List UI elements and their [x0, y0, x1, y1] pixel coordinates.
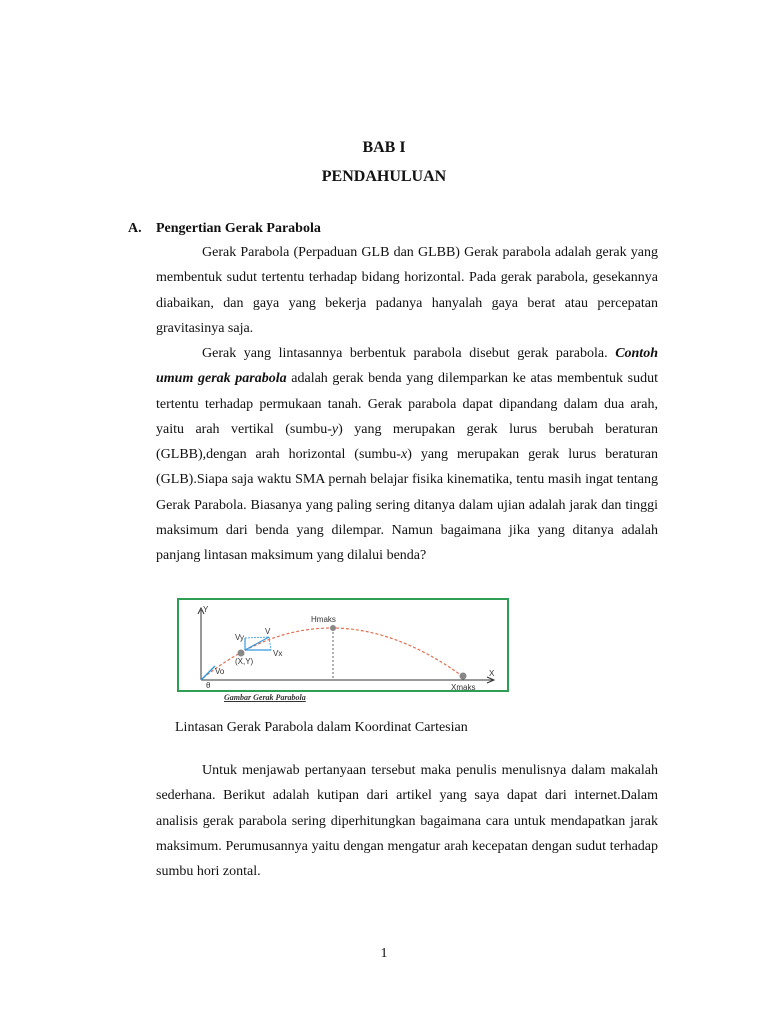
- point-label: (X,Y): [235, 657, 254, 666]
- x-axis-label: X: [489, 669, 495, 678]
- section-letter: A.: [128, 221, 142, 236]
- section-heading: [128, 221, 321, 237]
- vy-label: Vy: [235, 633, 245, 642]
- v-vector: [245, 637, 269, 650]
- figure-caption: Lintasan Gerak Parabola dalam Koordinat Cartesian: [175, 720, 468, 735]
- paragraph-example-part3: ) yang merupakan gerak lurus beraturan (GLB).Siapa saja waktu SMA pernah belajar fisika kinematika, tentu masih ingat tentang Gerak Parabola. Biasanya yang paling sering ditanya dalam ujian adalah jarak dan tinggi maksimum dari benda yang dilempar. Namun bagaimana jika yang ditanya adalah panjang lintasan maksimum yang dilalui benda?: [156, 447, 659, 564]
- paragraph-definition-text: Gerak Parabola (Perpaduan GLB dan GLBB) Gerak parabola adalah gerak yang membentuk sudut tertentu terhadap bidang horizontal. Pada gerak parabola, gesekannya diabaikan, dan gaya yang bekerja padanya hanyalah gaya berat atau percepatan gravitasinya saja.: [156, 245, 658, 336]
- section-title: Pengertian Gerak Parabola: [156, 221, 321, 236]
- emphasis-text: Contoh umum gerak parabola: [156, 346, 658, 387]
- paragraph-example-part1: adalah gerak benda yang dilemparkan ke atas membentuk sudut tertentu terhadap permukaan tanah. Gerak parabola dapat dipandang dalam dua arah, yaitu arah vertikal (sumbu-: [156, 371, 658, 437]
- vx-label: Vx: [273, 649, 283, 658]
- chapter-title: PENDAHULUAN: [321, 168, 447, 185]
- xmaks-label: Xmaks: [451, 683, 476, 690]
- paragraph-example-intro: Gerak yang lintasannya berbentuk parabola disebut gerak parabola.: [202, 346, 608, 361]
- v-label: V: [265, 627, 271, 636]
- hmaks-label: Hmaks: [311, 615, 336, 624]
- page-number: 1: [380, 946, 388, 961]
- landing-point: [460, 673, 467, 680]
- apex-point: [330, 625, 336, 631]
- chapter-number: BAB I: [362, 139, 406, 156]
- vo-vector: [201, 666, 215, 680]
- paragraph-example: [156, 341, 658, 569]
- parabola-figure: [177, 598, 509, 692]
- paragraph-example-part2: ) yang merupakan gerak lurus berubah beraturan (GLBB),dengan arah horizontal (sumbu-: [156, 421, 658, 463]
- paragraph-definition: [156, 240, 658, 341]
- figure-image-caption: Gambar Gerak Parabola: [224, 693, 306, 702]
- vo-label: Vo: [215, 667, 225, 676]
- parabola-diagram: [179, 600, 507, 690]
- y-axis-label: Y: [203, 605, 209, 614]
- var-y: y: [331, 421, 339, 437]
- var-x: x: [400, 447, 408, 463]
- paragraph-conclusion: [156, 758, 658, 884]
- theta-label: θ: [206, 681, 211, 690]
- paragraph-conclusion-text: Untuk menjawab pertanyaan tersebut maka penulis menulisnya dalam makalah sederhana. Berikut adalah kutipan dari artikel yang saya dapat dari internet.Dalam analisis gerak parabola sering diperhitungkan bagaimana cara untuk mendapatkan jarak maksimum. Perumusannya yaitu dengan mengatur arah kecepatan dengan sudut terhadap sumbu hori zontal.: [156, 763, 658, 880]
- position-point: [238, 650, 245, 657]
- vector-guide-top: [245, 637, 269, 638]
